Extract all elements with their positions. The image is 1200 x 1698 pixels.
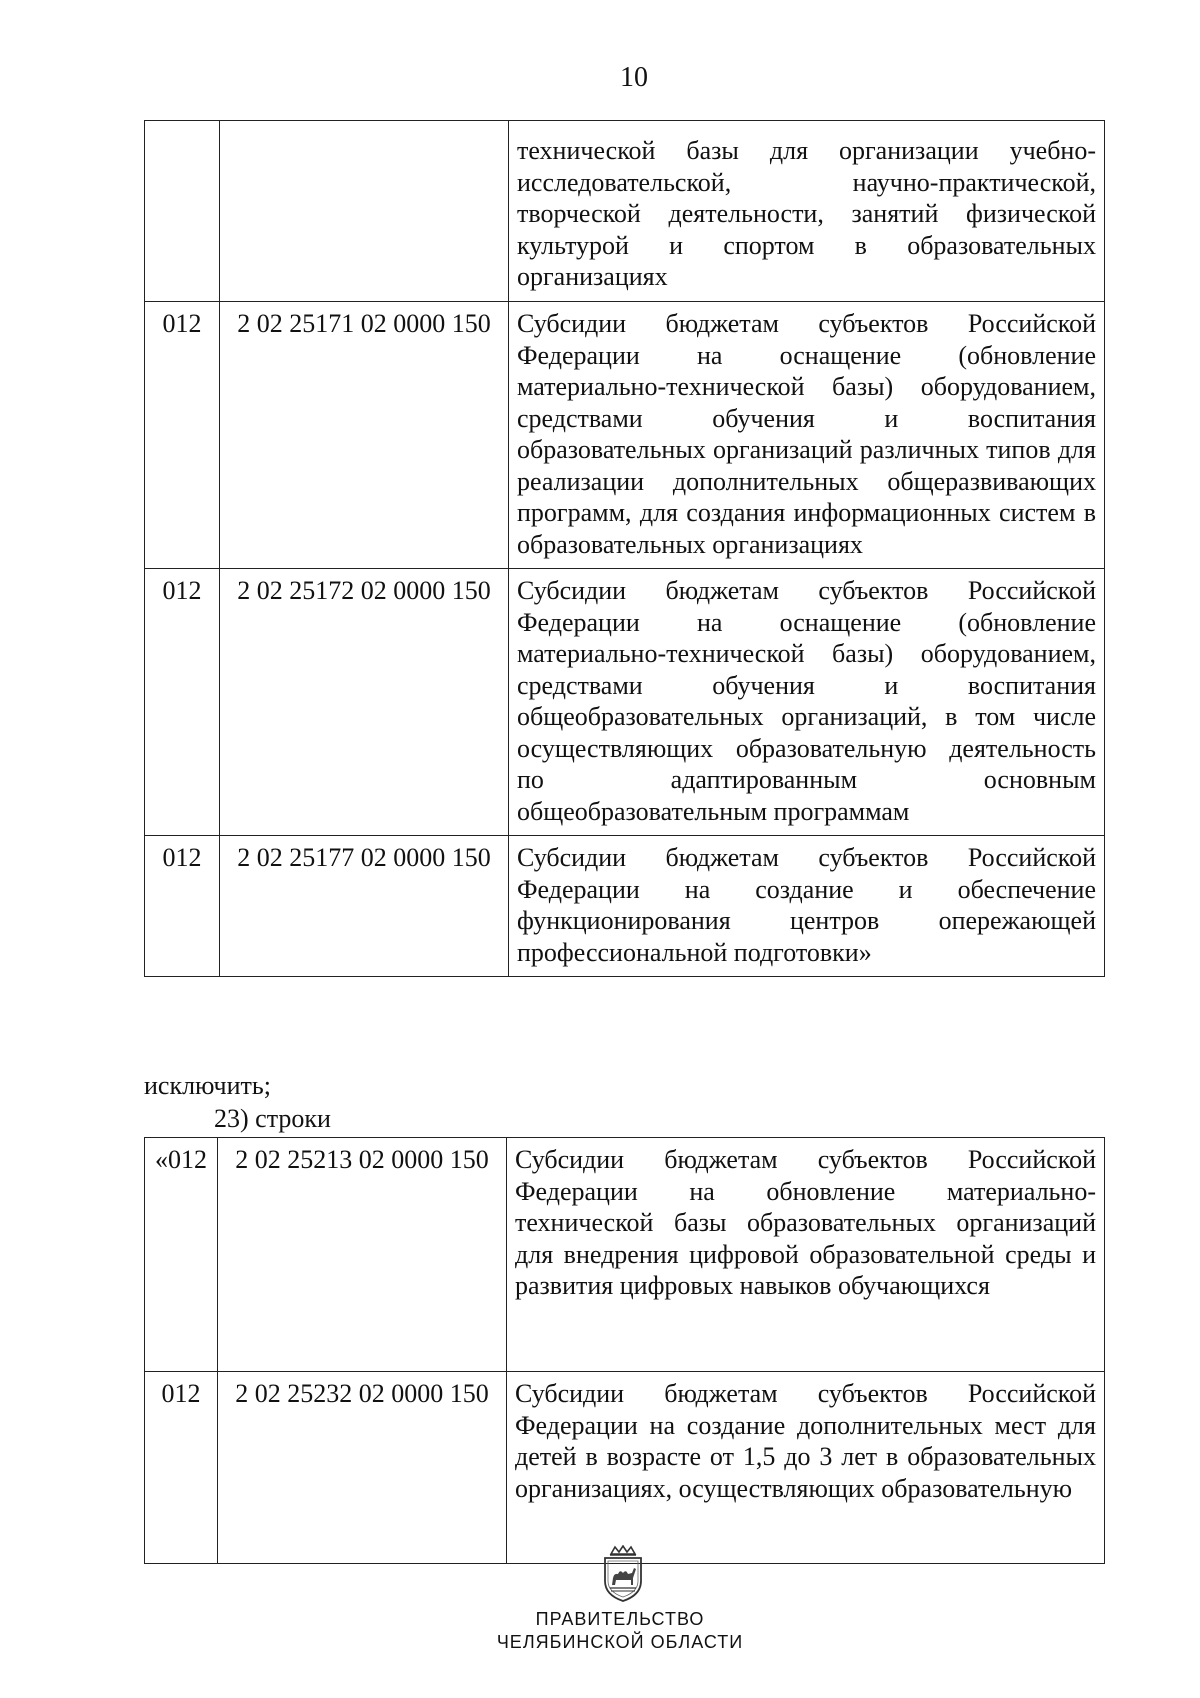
admin-code-cell [145,121,220,302]
table-row [145,121,1105,302]
admin-code-cell: 012 [145,1372,218,1564]
table-row [145,1372,1105,1564]
table-row [145,1138,1105,1372]
instruction-exclude: исключить; [144,1071,271,1100]
admin-code-cell: 012 [145,302,220,569]
description-cell: Субсидии бюджетам субъектов Российской Федерации на создание и обеспечение функционирования центров опережающей профессиональной подготовки» [509,836,1105,977]
kbk-code-cell: 2 02 25172 02 0000 150 [220,569,509,836]
kbk-code-cell: 2 02 25177 02 0000 150 [220,836,509,977]
table-row [145,302,1105,569]
kbk-table-continued [144,120,1105,977]
page-number: 10 [620,62,648,93]
issuer-line-1: ПРАВИТЕЛЬСТВО [535,1609,705,1629]
admin-code-cell: 012 [145,569,220,836]
table-row [145,836,1105,977]
description-cell: Субсидии бюджетам субъектов Российской Федерации на оснащение (обновление материально-технической базы) оборудованием, средствами обучения и воспитания образовательных организаций различных типов для реализации дополнительных общеразвивающих программ, для создания информационных систем в образовательных организациях [509,302,1105,569]
admin-code-cell: 012 [145,836,220,977]
description-cell: Субсидии бюджетам субъектов Российской Федерации на обновление материально-технической базы образовательных организаций для внедрения цифровой образовательной среды и развития цифровых навыков обучающихся [507,1138,1105,1372]
issuer-line-2: ЧЕЛЯБИНСКОЙ ОБЛАСТИ [496,1632,744,1652]
admin-code-cell: «012 [145,1138,218,1372]
coat-of-arms-icon [599,1545,647,1603]
description-cell: Субсидии бюджетам субъектов Российской Федерации на оснащение (обновление материально-технической базы) оборудованием, средствами обучения и воспитания общеобразовательных организаций, в том числе осуществляющих образовательную деятельность по адаптированным основным общеобразовательным программам [509,569,1105,836]
kbk-code-cell [220,121,509,302]
kbk-table-new [144,1137,1105,1564]
kbk-code-cell: 2 02 25171 02 0000 150 [220,302,509,569]
table-row [145,569,1105,836]
issuer-footer [0,1608,1200,1654]
kbk-code-cell: 2 02 25232 02 0000 150 [218,1372,507,1564]
kbk-code-cell: 2 02 25213 02 0000 150 [218,1138,507,1372]
description-cell: технической базы для организации учебно-исследовательской, научно-практической, творческой деятельности, занятий физической культурой и спортом в образовательных организациях [509,121,1105,302]
instruction-rows: 23) строки [214,1104,331,1133]
description-cell: Субсидии бюджетам субъектов Российской Федерации на создание дополнительных мест для детей в возрасте от 1,5 до 3 лет в образовательных организациях, осуществляющих образовательную [507,1372,1105,1564]
